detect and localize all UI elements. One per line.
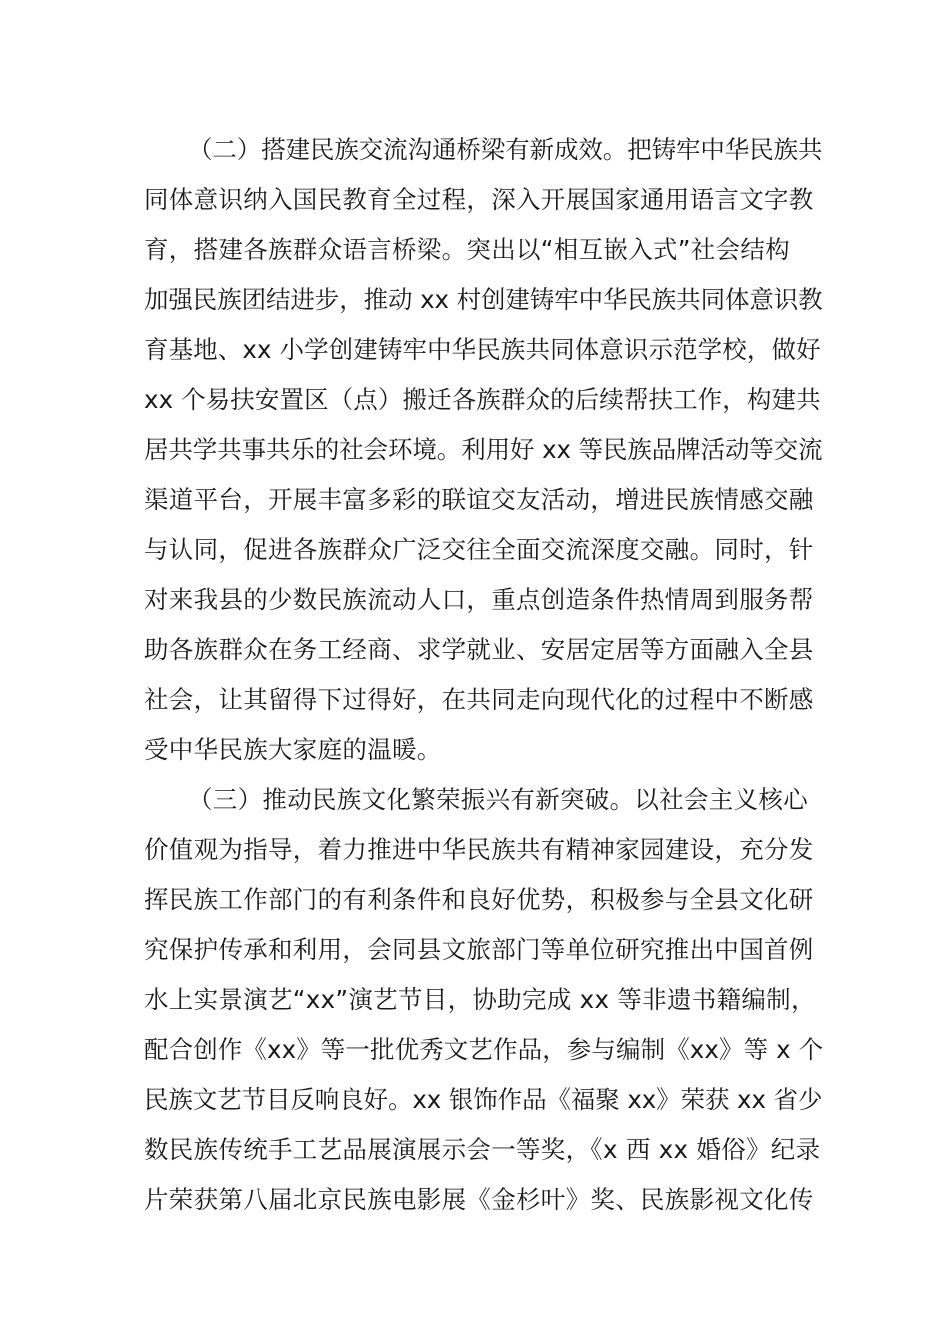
paragraph-2-line-9: 与认同，促进各族群众广泛交往全面交流深度交融。同时，针	[144, 535, 814, 564]
paragraph-2-line-4: 加强民族团结进步，推动 xx 村创建铸牢中华民族共同体意识教	[144, 285, 823, 314]
paragraph-2-line-8: 渠道平台，开展丰富多彩的联谊交友活动，增进民族情感交融	[144, 485, 814, 514]
paragraph-3-line-1: （三）推动民族文化繁荣振兴有新突破。以社会主义核心	[188, 785, 808, 814]
paragraph-2-line-1: （二）搭建民族交流沟通桥梁有新成效。把铸牢中华民族共	[188, 135, 823, 164]
paragraph-2-line-2: 同体意识纳入国民教育全过程，深入开展国家通用语言文字教	[144, 185, 814, 214]
paragraph-2-line-6: xx 个易扶安置区（点）搬迁各族群众的后续帮扶工作，构建共	[144, 385, 821, 414]
paragraph-2-line-11: 助各族群众在务工经商、求学就业、安居定居等方面融入全县	[144, 635, 814, 664]
paragraph-3-line-2: 价值观为指导，着力推进中华民族共有精神家园建设，充分发	[144, 835, 814, 864]
paragraph-2-line-10: 对来我县的少数民族流动人口，重点创造条件热情周到服务帮	[144, 585, 814, 614]
paragraph-3-line-7: 民族文艺节目反响良好。xx 银饰作品《福聚 xx》荣获 xx 省少	[144, 1085, 823, 1114]
paragraph-2-line-7: 居共学共事共乐的社会环境。利用好 xx 等民族品牌活动等交流	[144, 435, 823, 464]
paragraph-3-line-4: 究保护传承和利用，会同县文旅部门等单位研究推出中国首例	[144, 935, 814, 964]
paragraph-2-line-3: 育，搭建各族群众语言桥梁。突出以“相互嵌入式”社会结构	[144, 235, 790, 264]
paragraph-2-line-5: 育基地、xx 小学创建铸牢中华民族共同体意识示范学校，做好	[144, 335, 821, 364]
paragraph-3-line-6: 配合创作《xx》等一批优秀文艺作品，参与编制《xx》等 x 个	[144, 1035, 824, 1064]
paragraph-3-line-5: 水上实景演艺“xx”演艺节目，协助完成 xx 等非遗书籍编制，	[144, 985, 816, 1014]
paragraph-3-line-9: 片荣获第八届北京民族电影展《金杉叶》奖、民族影视文化传	[144, 1185, 814, 1214]
paragraph-2-line-12: 社会，让其留得下过得好，在共同走向现代化的过程中不断感	[144, 685, 814, 714]
paragraph-3-line-8: 数民族传统手工艺品展演展示会一等奖，《x 西 xx 婚俗》纪录	[144, 1135, 821, 1164]
paragraph-2-line-13: 受中华民族大家庭的温暖。	[144, 735, 442, 764]
paragraph-3-line-3: 挥民族工作部门的有利条件和良好优势，积极参与全县文化研	[144, 885, 814, 914]
